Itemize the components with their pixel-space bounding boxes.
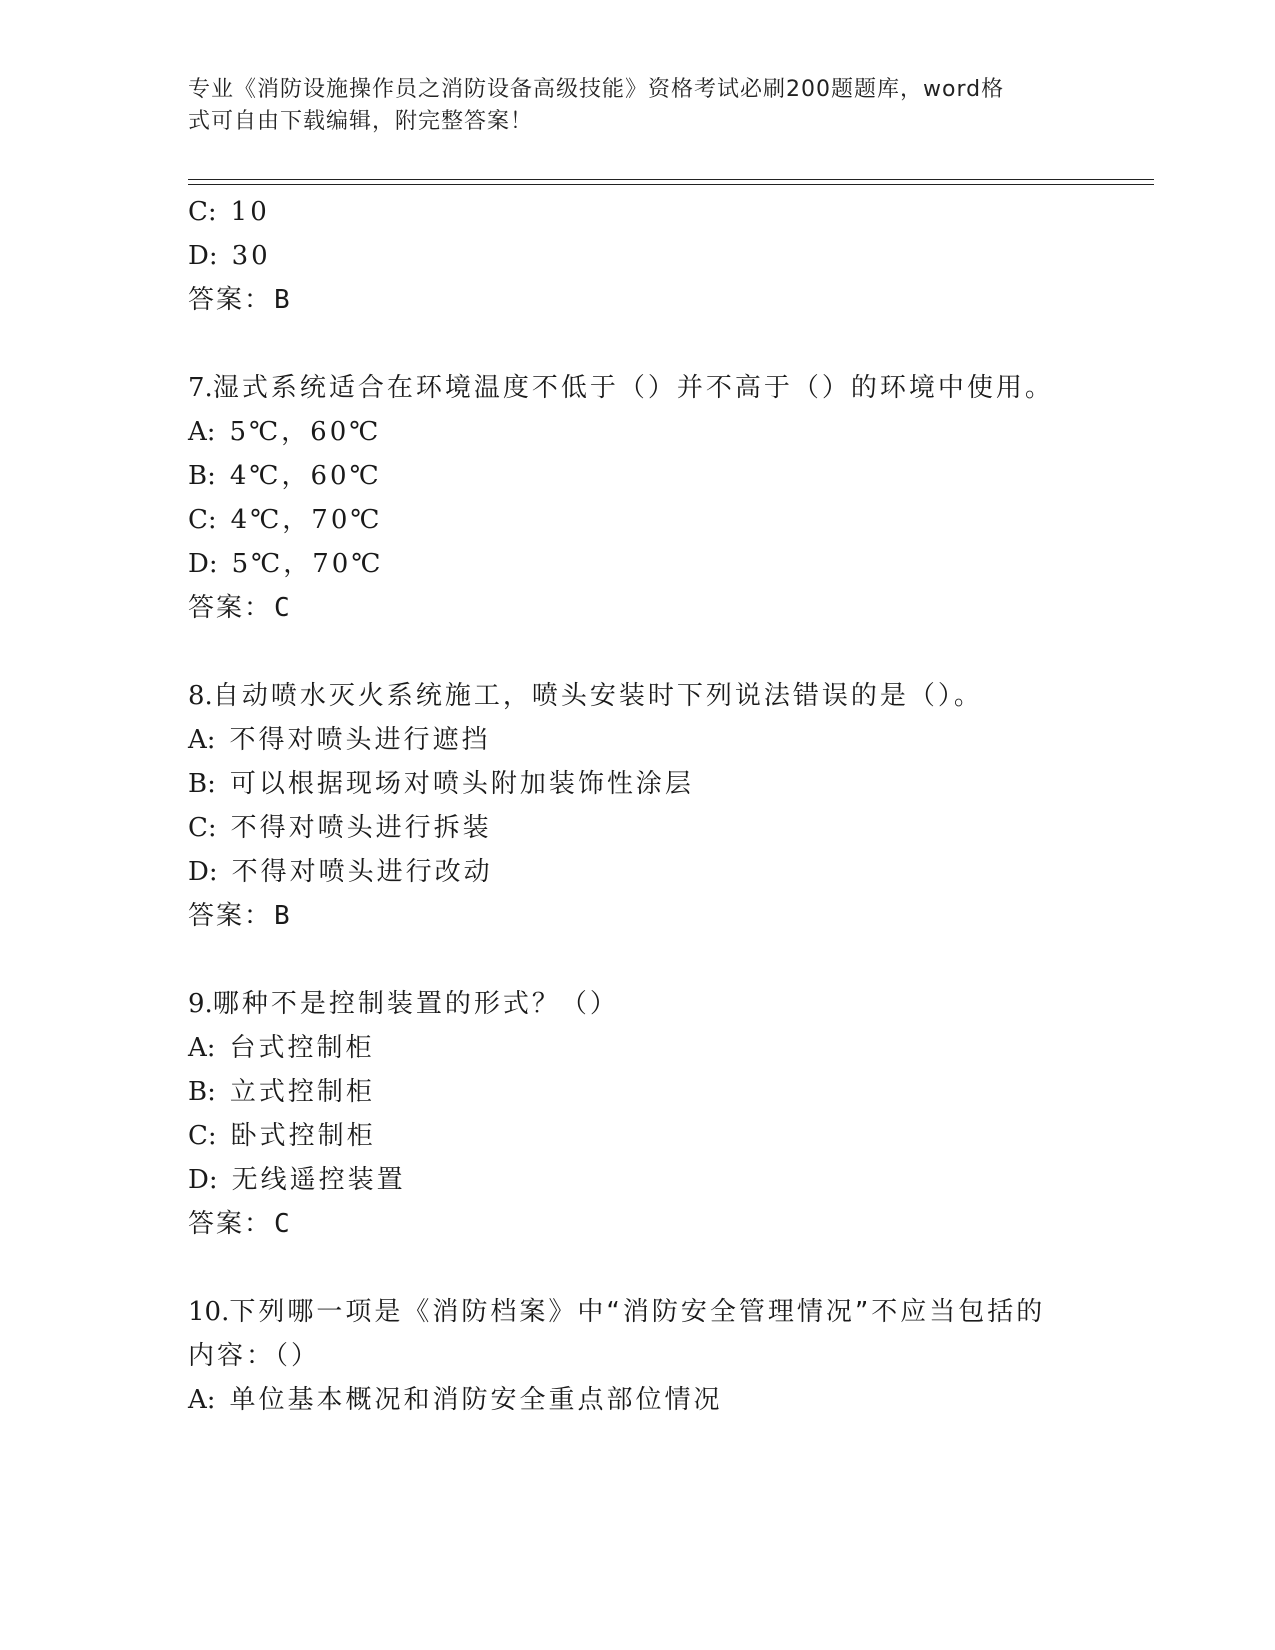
q10-stem-line-1: [188, 1294, 1045, 1330]
question-number: 8.: [188, 681, 213, 711]
option-text: 4℃，60℃: [229, 461, 382, 491]
answer-value: B: [274, 901, 292, 931]
option-key: C:: [188, 813, 217, 843]
option-text: 4℃，70℃: [230, 505, 383, 535]
option-text: 30: [231, 241, 271, 271]
option-text: 10: [230, 197, 270, 227]
option-text: 5℃，60℃: [229, 417, 382, 447]
answer-label: 答案：: [188, 901, 273, 931]
option-text: 立式控制柜: [229, 1077, 375, 1107]
option-text: 不得对喷头进行遮挡: [229, 725, 491, 755]
option-text: 无线遥控装置: [231, 1165, 406, 1195]
option-text: 5℃，70℃: [231, 549, 384, 579]
question-number: 9.: [188, 989, 213, 1019]
option-key: C:: [188, 197, 217, 227]
question-number: 7.: [188, 373, 213, 403]
question-text: 下列哪一项是《消防档案》中“消防安全管理情况”不应当包括的: [229, 1297, 1046, 1327]
option-text: 台式控制柜: [229, 1033, 375, 1063]
option-key: D:: [188, 1165, 218, 1195]
option-key: B:: [188, 1077, 216, 1107]
q9-option-b: [188, 1074, 375, 1110]
q7-answer: [188, 590, 292, 626]
option-key: D:: [188, 549, 218, 579]
question-number: 10.: [188, 1297, 230, 1327]
option-text: 不得对喷头进行拆装: [230, 813, 492, 843]
option-key: A:: [188, 725, 216, 755]
q10-stem-line-2: 内容：（）: [188, 1341, 321, 1371]
question-text: 湿式系统适合在环境温度不低于（）并不高于（）的环境中使用。: [212, 373, 1054, 403]
option-key: D:: [188, 857, 218, 887]
answer-value: C: [274, 593, 292, 623]
q8-option-c: [188, 810, 492, 846]
q7-option-a: [188, 414, 381, 450]
option-key: A:: [188, 1033, 216, 1063]
q6-option-c: [188, 194, 270, 230]
option-text: 不得对喷头进行改动: [231, 857, 493, 887]
q8-stem: [188, 678, 983, 714]
answer-value: C: [274, 1209, 292, 1239]
question-text: 自动喷水灭火系统施工，喷头安装时下列说法错误的是（）。: [212, 681, 983, 711]
q10-option-a: [188, 1382, 723, 1418]
q6-answer: [188, 282, 292, 318]
header-divider-bottom: [188, 184, 1154, 185]
option-key: C:: [188, 1121, 217, 1151]
option-key: B:: [188, 461, 216, 491]
q8-option-b: [188, 766, 694, 802]
option-key: B:: [188, 769, 216, 799]
q9-option-d: [188, 1162, 406, 1198]
answer-label: 答案：: [188, 1209, 273, 1239]
option-text: 可以根据现场对喷头附加装饰性涂层: [229, 769, 694, 799]
q6-option-d: [188, 238, 271, 274]
q9-option-a: [188, 1030, 375, 1066]
header-divider-top: [188, 179, 1154, 180]
q8-answer: [188, 898, 292, 934]
header-line-1: 专业《消防设施操作员之消防设备高级技能》资格考试必刷200题题库，word格: [188, 77, 1005, 102]
q9-stem: [188, 986, 619, 1022]
option-text: 单位基本概况和消防安全重点部位情况: [229, 1385, 723, 1415]
q8-option-d: [188, 854, 493, 890]
q7-option-c: [188, 502, 382, 538]
answer-label: 答案：: [188, 285, 273, 315]
question-text: 哪种不是控制装置的形式？（）: [212, 989, 619, 1019]
option-key: A:: [188, 1385, 216, 1415]
document-header: [188, 74, 1068, 138]
q7-option-b: [188, 458, 382, 494]
q8-option-a: [188, 722, 491, 758]
answer-label: 答案：: [188, 593, 273, 623]
option-key: A:: [188, 417, 216, 447]
option-text: 卧式控制柜: [230, 1121, 376, 1151]
q7-stem: [188, 370, 1054, 406]
q9-answer: [188, 1206, 292, 1242]
q7-option-d: [188, 546, 383, 582]
header-line-2: 式可自由下载编辑，附完整答案！: [188, 109, 534, 134]
option-key: C:: [188, 505, 217, 535]
option-key: D:: [188, 241, 218, 271]
answer-value: B: [274, 285, 292, 315]
q9-option-c: [188, 1118, 376, 1154]
